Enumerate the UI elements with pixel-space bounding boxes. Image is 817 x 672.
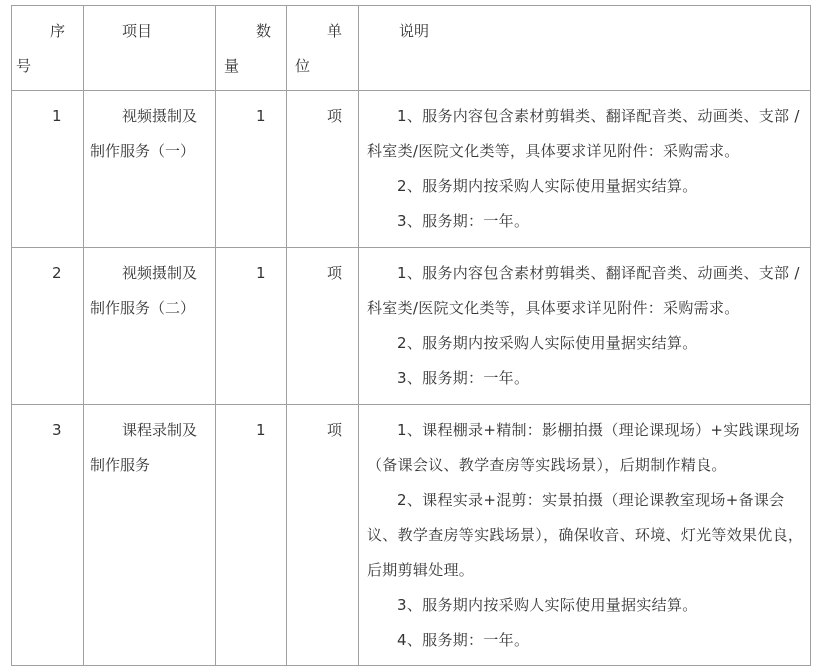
- row-unit-cell: [287, 91, 359, 248]
- row-seq-cell: [12, 248, 84, 405]
- header-unit: [287, 6, 359, 91]
- row-unit-cell: [287, 248, 359, 405]
- table-row: [12, 91, 811, 248]
- desc-paragraph: 3、服务期内按采购人实际使用量据实结算。: [397, 596, 698, 614]
- desc-paragraph: 4、服务期：一年。: [397, 631, 530, 649]
- header-qty-top: 数: [256, 22, 272, 40]
- header-row: [12, 6, 811, 91]
- desc-paragraph: 1、服务内容包含素材剪辑类、翻译配音类、动画类、支部 / 科室类/医院文化类等，具体要求详见附件：采购需求。: [367, 264, 800, 317]
- row-seq-cell: [12, 405, 84, 666]
- header-seq: [12, 6, 84, 91]
- row-item-cell: [84, 91, 216, 248]
- header-qty: [216, 6, 287, 91]
- procurement-table: [11, 5, 811, 666]
- row-qty-cell: [216, 91, 287, 248]
- desc-paragraph: 2、课程实录+混剪：实景拍摄（理论课教室现场+备课会议、教学查房等实践场景），确保收音、环境、灯光等效果优良，后期剪辑处理。: [367, 491, 804, 579]
- row-qty-cell: [216, 405, 287, 666]
- row-item-line2: 制作服务（二）: [90, 299, 196, 317]
- row-seq-cell: [12, 91, 84, 248]
- desc-paragraph: 2、服务期内按采购人实际使用量据实结算。: [397, 334, 698, 352]
- header-qty-bottom: 量: [224, 57, 240, 75]
- desc-paragraph: 3、服务期：一年。: [397, 369, 530, 387]
- header-unit-top: 单: [327, 22, 343, 40]
- row-item-cell: [84, 248, 216, 405]
- header-seq-bottom: 号: [16, 57, 32, 75]
- row-unit: 项: [327, 264, 343, 282]
- row-seq: 1: [52, 107, 62, 125]
- desc-paragraph: 1、服务内容包含素材剪辑类、翻译配音类、动画类、支部 / 科室类/医院文化类等，具体要求详见附件：采购需求。: [367, 107, 800, 160]
- header-item: [84, 6, 216, 91]
- row-item-line1: 视频摄制及: [122, 107, 198, 125]
- row-qty: 1: [256, 107, 266, 125]
- header-desc-label: 说明: [399, 22, 430, 40]
- row-item-cell: [84, 405, 216, 666]
- header-desc: [359, 6, 811, 91]
- row-unit: 项: [327, 421, 343, 439]
- row-desc-cell: [359, 405, 811, 666]
- row-seq: 2: [52, 264, 62, 282]
- header-seq-top: 序: [50, 22, 66, 40]
- row-qty: 1: [256, 421, 266, 439]
- row-unit-cell: [287, 405, 359, 666]
- row-seq: 3: [52, 421, 62, 439]
- desc-paragraph: 3、服务期：一年。: [397, 212, 530, 230]
- row-qty-cell: [216, 248, 287, 405]
- row-qty: 1: [256, 264, 266, 282]
- row-item-line1: 课程录制及: [122, 421, 198, 439]
- desc-paragraph: 1、课程棚录+精制：影棚拍摄（理论课现场）+实践课现场（备课会议、教学查房等实践场景），后期制作精良。: [367, 421, 800, 474]
- desc-paragraph: 2、服务期内按采购人实际使用量据实结算。: [397, 177, 698, 195]
- row-unit: 项: [327, 107, 343, 125]
- header-item-label: 项目: [122, 22, 153, 40]
- row-item-line2: 制作服务: [90, 456, 151, 474]
- table-row: [12, 405, 811, 666]
- header-unit-bottom: 位: [295, 57, 311, 75]
- row-desc-cell: [359, 248, 811, 405]
- row-desc-cell: [359, 91, 811, 248]
- row-item-line1: 视频摄制及: [122, 264, 198, 282]
- table-row: [12, 248, 811, 405]
- row-item-line2: 制作服务（一）: [90, 142, 196, 160]
